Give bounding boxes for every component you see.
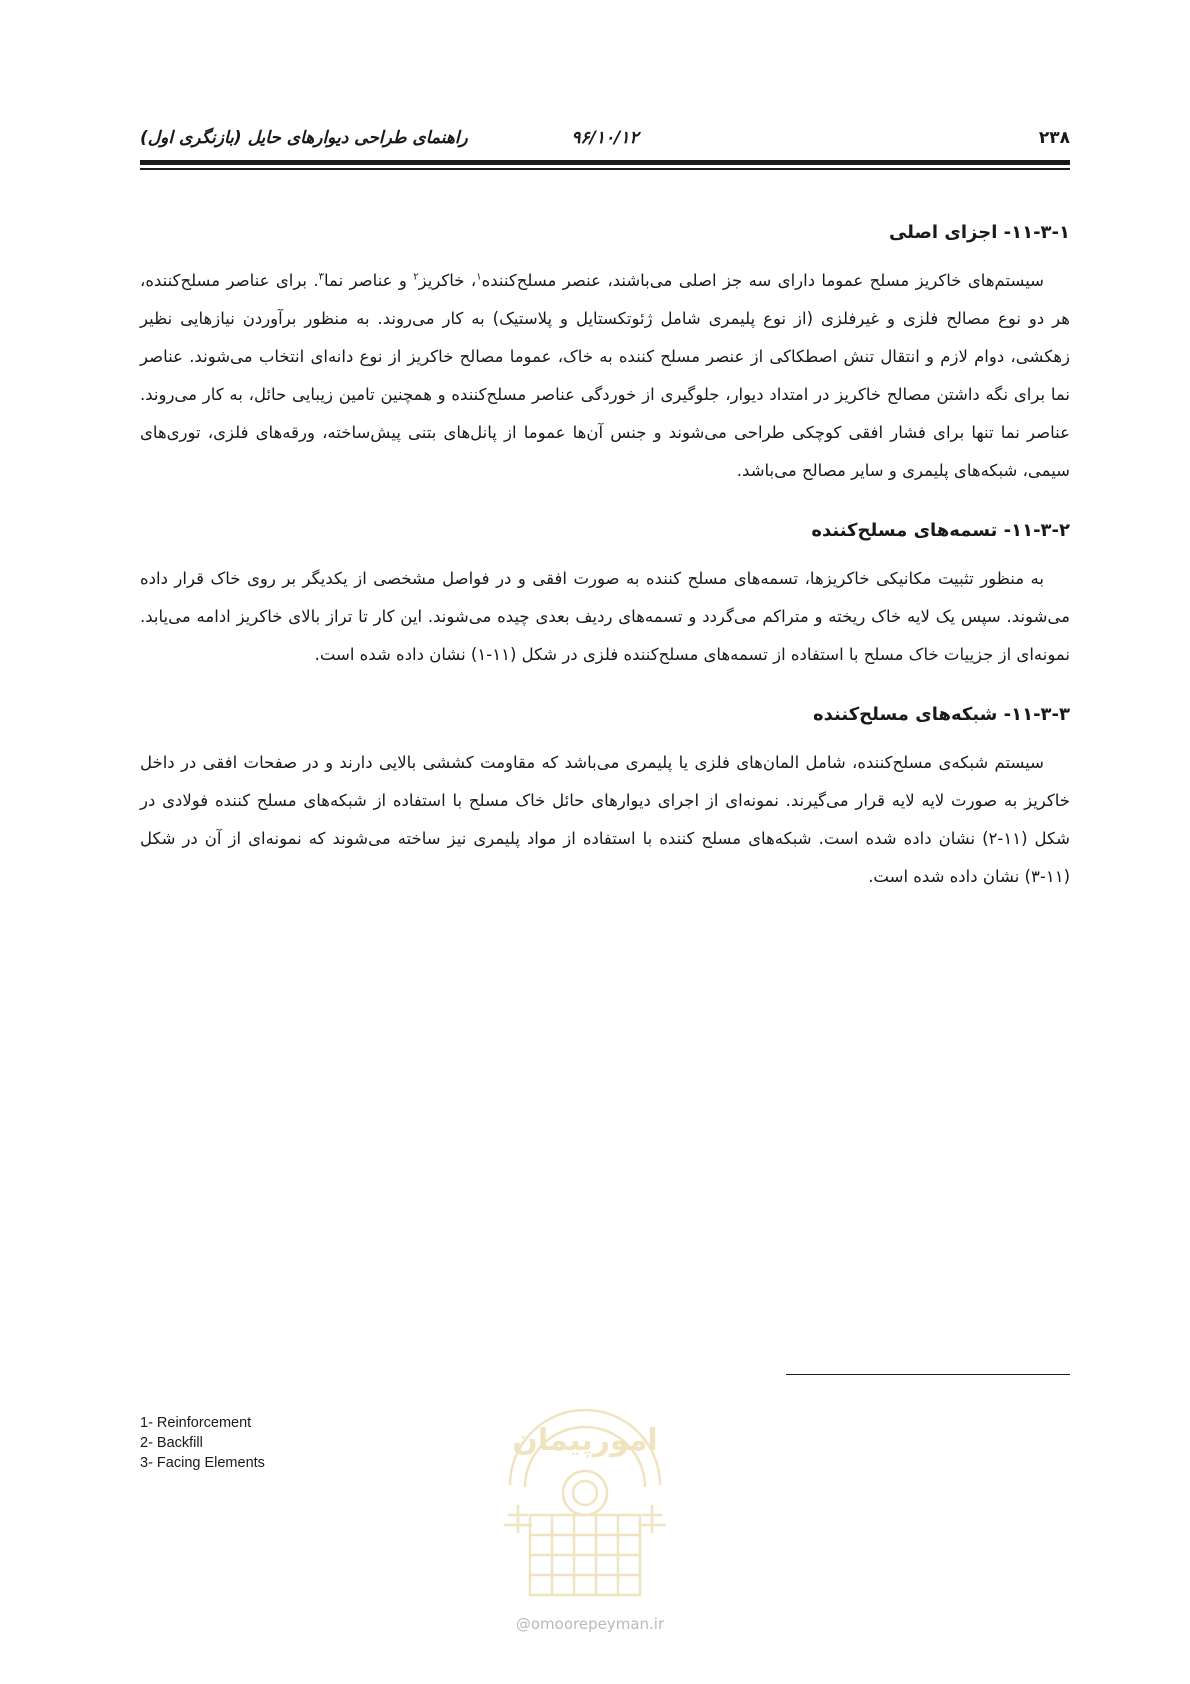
omoorepeyman-seal-icon (480, 1365, 690, 1605)
footnote-ref: ۳ (318, 271, 325, 283)
footnote-item: 3- Facing Elements (140, 1455, 265, 1471)
page-header (140, 128, 1070, 150)
footnotes (140, 1413, 265, 1473)
section-paragraph-main-components (140, 262, 1070, 490)
paragraph-text: و عناصر نما (324, 271, 414, 290)
footnote-ref: ۱ (476, 271, 482, 283)
footnote-item: 2- Backfill (140, 1435, 203, 1451)
footnote-ref: ۲ (413, 271, 419, 283)
watermark-logo-text: امورپیمان (512, 1423, 658, 1458)
header-date: ۹۶/۱۰/۱۲ (571, 128, 639, 148)
book-title: راهنمای طراحی دیوارهای حایل (بازنگری اول) (140, 128, 468, 148)
section-paragraph-reinforcing-grids: سیستم شبکه‌ی مسلح‌کننده، شامل المان‌های فلزی یا پلیمری می‌باشد که مقاومت کششی بالایی دارند و در صفحات افقی در داخل خاکریز به صورت لایه لایه قرار می‌گیرند. نمونه‌ای از اجرای دیوارهای حائل خاک مسلح با استفاده از شبکه‌های مسلح کننده فولادی در شکل (۱۱-۲) نشان داده شده است. شبکه‌های مسلح کننده با استفاده از مواد پلیمری نیز ساخته می‌شوند که نمونه‌ای از آن در شکل (۱۱-۳) نشان داده شده است. (140, 753, 1070, 886)
section-heading-reinforcing-strips: ۱۱-۳-۲- تسمه‌های مسلح‌کننده (811, 520, 1070, 541)
section-heading-main-components: ۱۱-۳-۱- اجزای اصلی (888, 222, 1070, 243)
paragraph-text: . برای عناصر مسلح‌کننده، هر دو نوع مصالح فلزی و غیرفلزی (از نوع پلیمری شامل ژئوتکستایل و پلاستیک) به کار می‌روند. به منظور برآوردن نیازهایی نظیر زهکشی، دوام لازم و انتقال تنش اصطکاکی از عنصر مسلح کننده به خاک، عموما مصالح خاکریز از نوع دانه‌ای انتخاب می‌شوند. عناصر نما برای نگه داشتن مصالح خاکریز در امتداد دیوار، جلوگیری از خوردگی عناصر مسلح‌کننده و همچنین تامین زیبایی حائل، به کار می‌روند. عناصر نما تنها برای فشار افقی کوچکی طراحی می‌شوند و جنس آن‌ها عموما از پانل‌های بتنی پیش‌ساخته، ورقه‌های فلزی، توری‌های سیمی، شبکه‌های پلیمری و سایر مصالح می‌باشد. (140, 271, 1070, 480)
page-number: ۲۳۸ (1038, 128, 1070, 148)
section-heading-reinforcing-grids: ۱۱-۳-۳- شبکه‌های مسلح‌کننده (812, 704, 1070, 725)
paragraph-text: سیستم‌های خاکریز مسلح عموما دارای سه جز اصلی می‌باشند، عنصر مسلح‌کننده (481, 271, 1045, 290)
footnote-item: 1- Reinforcement (140, 1415, 252, 1431)
watermark-caption: @omoorepeyman.ir (515, 1615, 665, 1633)
section-paragraph-reinforcing-strips: به منظور تثبیت مکانیکی خاکریزها، تسمه‌های مسلح کننده به صورت افقی و در فواصل مشخصی از یکدیگر بر روی خاک قرار داده می‌شوند. سپس یک لایه خاک ریخته و متراکم می‌گردد و تسمه‌های ردیف بعدی چیده می‌شوند. این کار تا تراز بالای خاکریز ادامه می‌یابد. نمونه‌ای از جزییات خاک مسلح با استفاده از تسمه‌های مسلح‌کننده فلزی در شکل (۱۱-۱) نشان داده شده است. (140, 569, 1070, 664)
header-rule-thin (140, 168, 1070, 170)
paragraph-text: ، خاکریز (418, 271, 477, 290)
footnote-separator (786, 1374, 1070, 1375)
header-rule-thick (140, 160, 1070, 165)
main-content (140, 200, 1070, 922)
